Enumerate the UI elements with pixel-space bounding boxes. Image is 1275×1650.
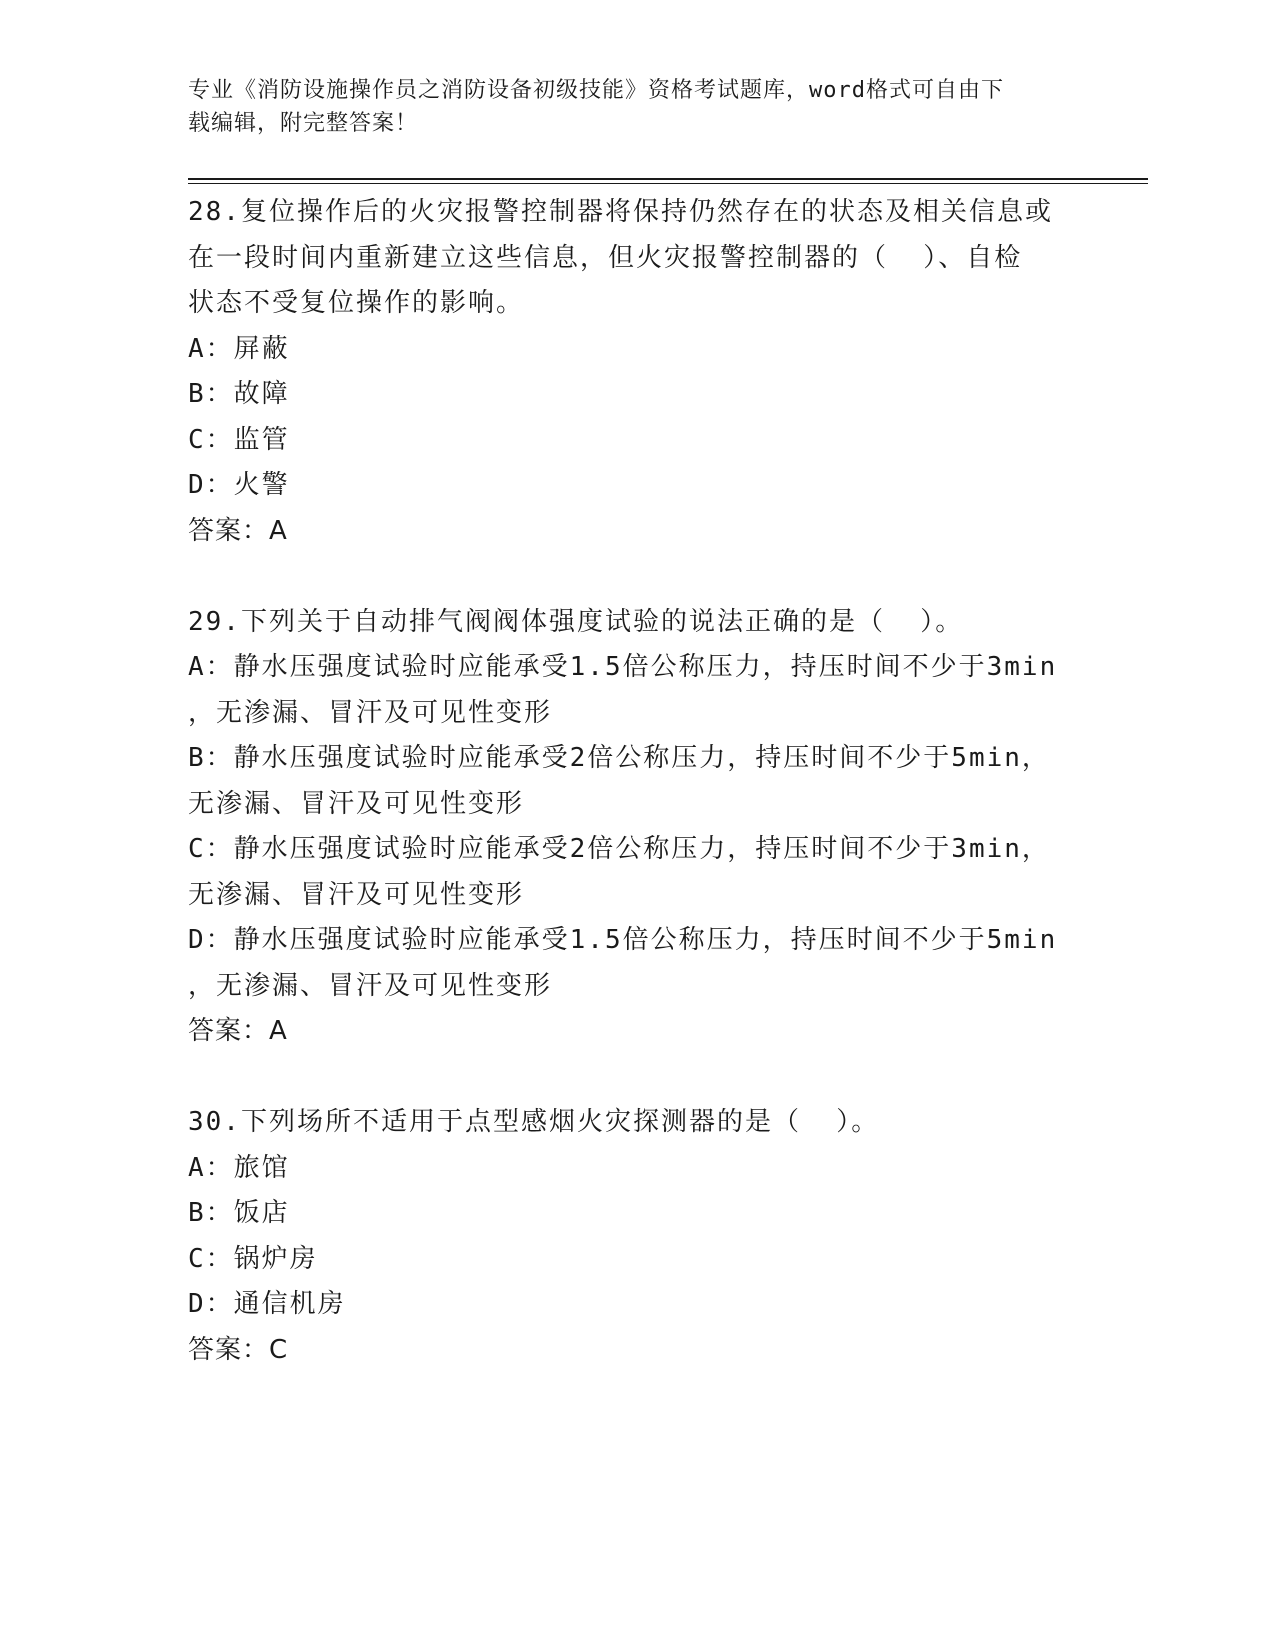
question-stem-line: 29.下列关于自动排气阀阀体强度试验的说法正确的是（ ）。 xyxy=(188,606,964,637)
answer-line: 答案：A xyxy=(188,515,288,546)
question-list xyxy=(188,190,1088,1373)
header-line: 载编辑，附完整答案！ xyxy=(188,111,419,136)
option-line: A：旅馆 xyxy=(188,1152,290,1183)
option-line: C：静水压强度试验时应能承受2倍公称压力，持压时间不少于3min， xyxy=(188,834,1050,864)
option-line: B：饭店 xyxy=(188,1198,290,1228)
answer-line: 答案：C xyxy=(188,1334,289,1365)
question-stem-line: 30.下列场所不适用于点型感烟火灾探测器的是（ ）。 xyxy=(188,1107,880,1137)
option-line: ，无渗漏、冒汗及可见性变形 xyxy=(188,970,553,1001)
question-spacer xyxy=(188,554,1088,600)
question-spacer xyxy=(188,1055,1088,1101)
option-line: D：静水压强度试验时应能承受1.5倍公称压力，持压时间不少于5min xyxy=(188,925,1058,955)
question-stem-line: 状态不受复位操作的影响。 xyxy=(188,288,525,318)
option-line: A：静水压强度试验时应能承受1.5倍公称压力，持压时间不少于3min xyxy=(188,652,1058,682)
document-header xyxy=(188,74,1068,140)
header-divider xyxy=(188,178,1148,180)
question-item xyxy=(188,190,1088,554)
header-divider-thin xyxy=(188,183,1148,184)
option-line: B：故障 xyxy=(188,379,290,409)
question-item xyxy=(188,600,1088,1055)
option-line: D：通信机房 xyxy=(188,1289,346,1319)
option-line: B：静水压强度试验时应能承受2倍公称压力，持压时间不少于5min， xyxy=(188,743,1050,773)
option-line: D：火警 xyxy=(188,470,290,500)
question-stem-line: 28.复位操作后的火灾报警控制器将保持仍然存在的状态及相关信息或 xyxy=(188,197,1053,227)
option-line: ，无渗漏、冒汗及可见性变形 xyxy=(188,697,553,728)
question-item xyxy=(188,1100,1088,1373)
option-line: C：监管 xyxy=(188,424,290,455)
question-stem-line: 在一段时间内重新建立这些信息，但火灾报警控制器的（ ）、自检 xyxy=(188,242,1023,273)
option-line: 无渗漏、冒汗及可见性变形 xyxy=(188,788,525,819)
answer-line: 答案：A xyxy=(188,1016,288,1046)
header-line: 专业《消防设施操作员之消防设备初级技能》资格考试题库，word格式可自由下 xyxy=(188,78,1004,103)
option-line: A：屏蔽 xyxy=(188,333,290,364)
option-line: C：锅炉房 xyxy=(188,1243,318,1274)
option-line: 无渗漏、冒汗及可见性变形 xyxy=(188,879,525,910)
